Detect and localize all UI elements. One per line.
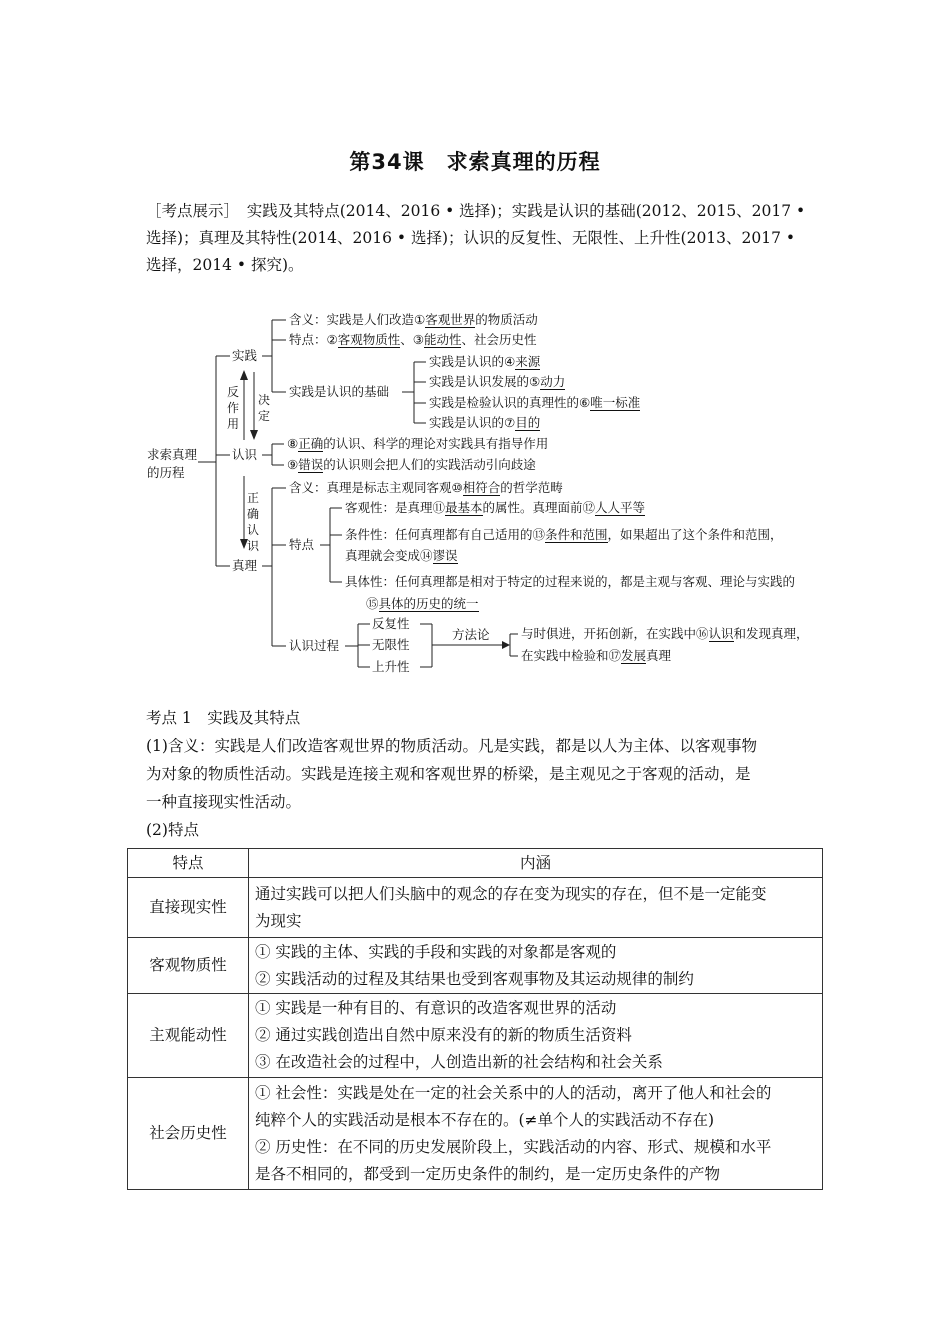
table-row-name: 社会历史性 [128, 1078, 249, 1190]
diagram-root: 求索真理的历程 [147, 447, 198, 480]
table-row-content: ① 社会性：实践是处在一定的社会关系中的人的活动，离开了他人和社会的 纯粹个人的实践活动是根本不存在的。(≠单个人的实践活动不存在) ② 历史性：在不同的历史发展阶段上，实践活动的内容、形式、规模和水平 是各不相同的，都受到一定历史条件的制约，是一定历史条件的产物 [249, 1078, 823, 1190]
fangfalun-item-1: 与时俱进，开拓创新，在实践中⑯认识和发现真理， [521, 626, 809, 641]
renshi-item-9: ⑨错误的认识则会把人们的实践活动引向歧途 [287, 457, 536, 472]
juntixing-line-1: 具体性：任何真理都是相对于特定的过程来说的，都是主观与客观、理论与实践的 [345, 574, 796, 589]
characteristics-table [127, 848, 823, 1190]
juntixing-line-2: ⑮具体的历史的统一 [366, 596, 479, 611]
table-row [128, 938, 823, 994]
table-row-name: 主观能动性 [128, 994, 249, 1078]
shijian-hanyi: 含义：实践是人们改造①客观世界的物质活动 [289, 312, 538, 327]
exam-display-line-2: 选择)；真理及其特性(2014、2016 • 选择)；认识的反复性、无限性、上升性(2013、2017 • [146, 229, 796, 247]
table-row-content: ① 实践的主体、实践的手段和实践的对象都是客观的 ② 实践活动的过程及其结果也受到客观事物及其运动规律的制约 [249, 938, 823, 994]
kaodian-1-p1-line-1: (1)含义：实践是人们改造客观世界的物质活动。凡是实践，都是以人为主体、以客观事物 [146, 737, 757, 755]
fanfuxing: 反复性 [372, 616, 410, 631]
zhenli-tedian: 特点 [289, 537, 315, 552]
shijian-tedian: 特点：②客观物质性、③能动性、社会历史性 [289, 332, 537, 347]
jichu-item-2: 实践是认识发展的⑤动力 [429, 374, 566, 389]
fangfalun-item-2: 在实践中检验和⑰发展真理 [521, 648, 672, 663]
table-header-cell: 特点 [128, 849, 249, 878]
exam-display-line-1: ［考点展示］ 实践及其特点(2014、2016 • 选择)；实践是认识的基础(2012、2015、2017 • [146, 202, 806, 220]
node-shijian: 实践 [232, 348, 258, 363]
shangshengxing: 上升性 [372, 659, 410, 674]
table-header-row [128, 849, 823, 878]
keguanxing: 客观性：是真理⑪最基本的属性。真理面前⑫人人平等 [345, 500, 646, 515]
table-row-content: ① 实践是一种有目的、有意识的改造客观世界的活动 ② 通过实践创造出自然中原来没有的新的物质生活资料 ③ 在改造社会的过程中，人创造出新的社会结构和社会关系 [249, 994, 823, 1078]
kaodian-1-p1-line-3: 一种直接现实性活动。 [146, 793, 302, 811]
wuxianxing: 无限性 [372, 637, 410, 652]
table-row-content: 通过实践可以把人们头脑中的观念的存在变为现实的存在，但不是一定能变 为现实 [249, 878, 823, 938]
node-renshi: 认识 [232, 447, 258, 462]
shijian-jichu: 实践是认识的基础 [289, 384, 390, 399]
page-title: 第34课 求索真理的历程 [349, 150, 601, 174]
exam-display-line-3: 选择，2014 • 探究)。 [146, 256, 304, 274]
label-zhengque-renshi: 正确认识 [246, 491, 259, 553]
table-row [128, 878, 823, 938]
table-row [128, 1078, 823, 1190]
renshi-item-8: ⑧正确的认识、科学的理论对实践具有指导作用 [287, 436, 549, 451]
kaodian-1-p2: (2)特点 [146, 821, 199, 839]
label-jueding: 决定 [257, 393, 270, 423]
jichu-item-1: 实践是认识的④来源 [429, 354, 541, 369]
node-zhenli: 真理 [232, 558, 258, 573]
table-header-cell: 内涵 [249, 849, 823, 878]
table-row-name: 直接现实性 [128, 878, 249, 938]
table-row [128, 994, 823, 1078]
tiaojianxing-line-1: 条件性：任何真理都有自己适用的⑬条件和范围，如果超出了这个条件和范围， [345, 527, 783, 542]
zhenli-hanyi: 含义：真理是标志主观同客观⑩相符合的哲学范畴 [289, 480, 563, 495]
kaodian-1-p1-line-2: 为对象的物质性活动。实践是连接主观和客观世界的桥梁，是主观见之于客观的活动，是 [146, 765, 751, 783]
renshi-guocheng: 认识过程 [289, 638, 340, 653]
fangfalun-label: 方法论 [452, 627, 490, 642]
label-fanzuoyong: 反作用 [226, 385, 239, 431]
table-row-name: 客观物质性 [128, 938, 249, 994]
jichu-item-3: 实践是检验认识的真理性的⑥唯一标准 [429, 395, 641, 410]
tiaojianxing-line-2: 真理就会变成⑭谬误 [345, 548, 458, 563]
kaodian-1-heading: 考点 1 实践及其特点 [146, 709, 301, 727]
jichu-item-4: 实践是认识的⑦目的 [429, 415, 541, 430]
